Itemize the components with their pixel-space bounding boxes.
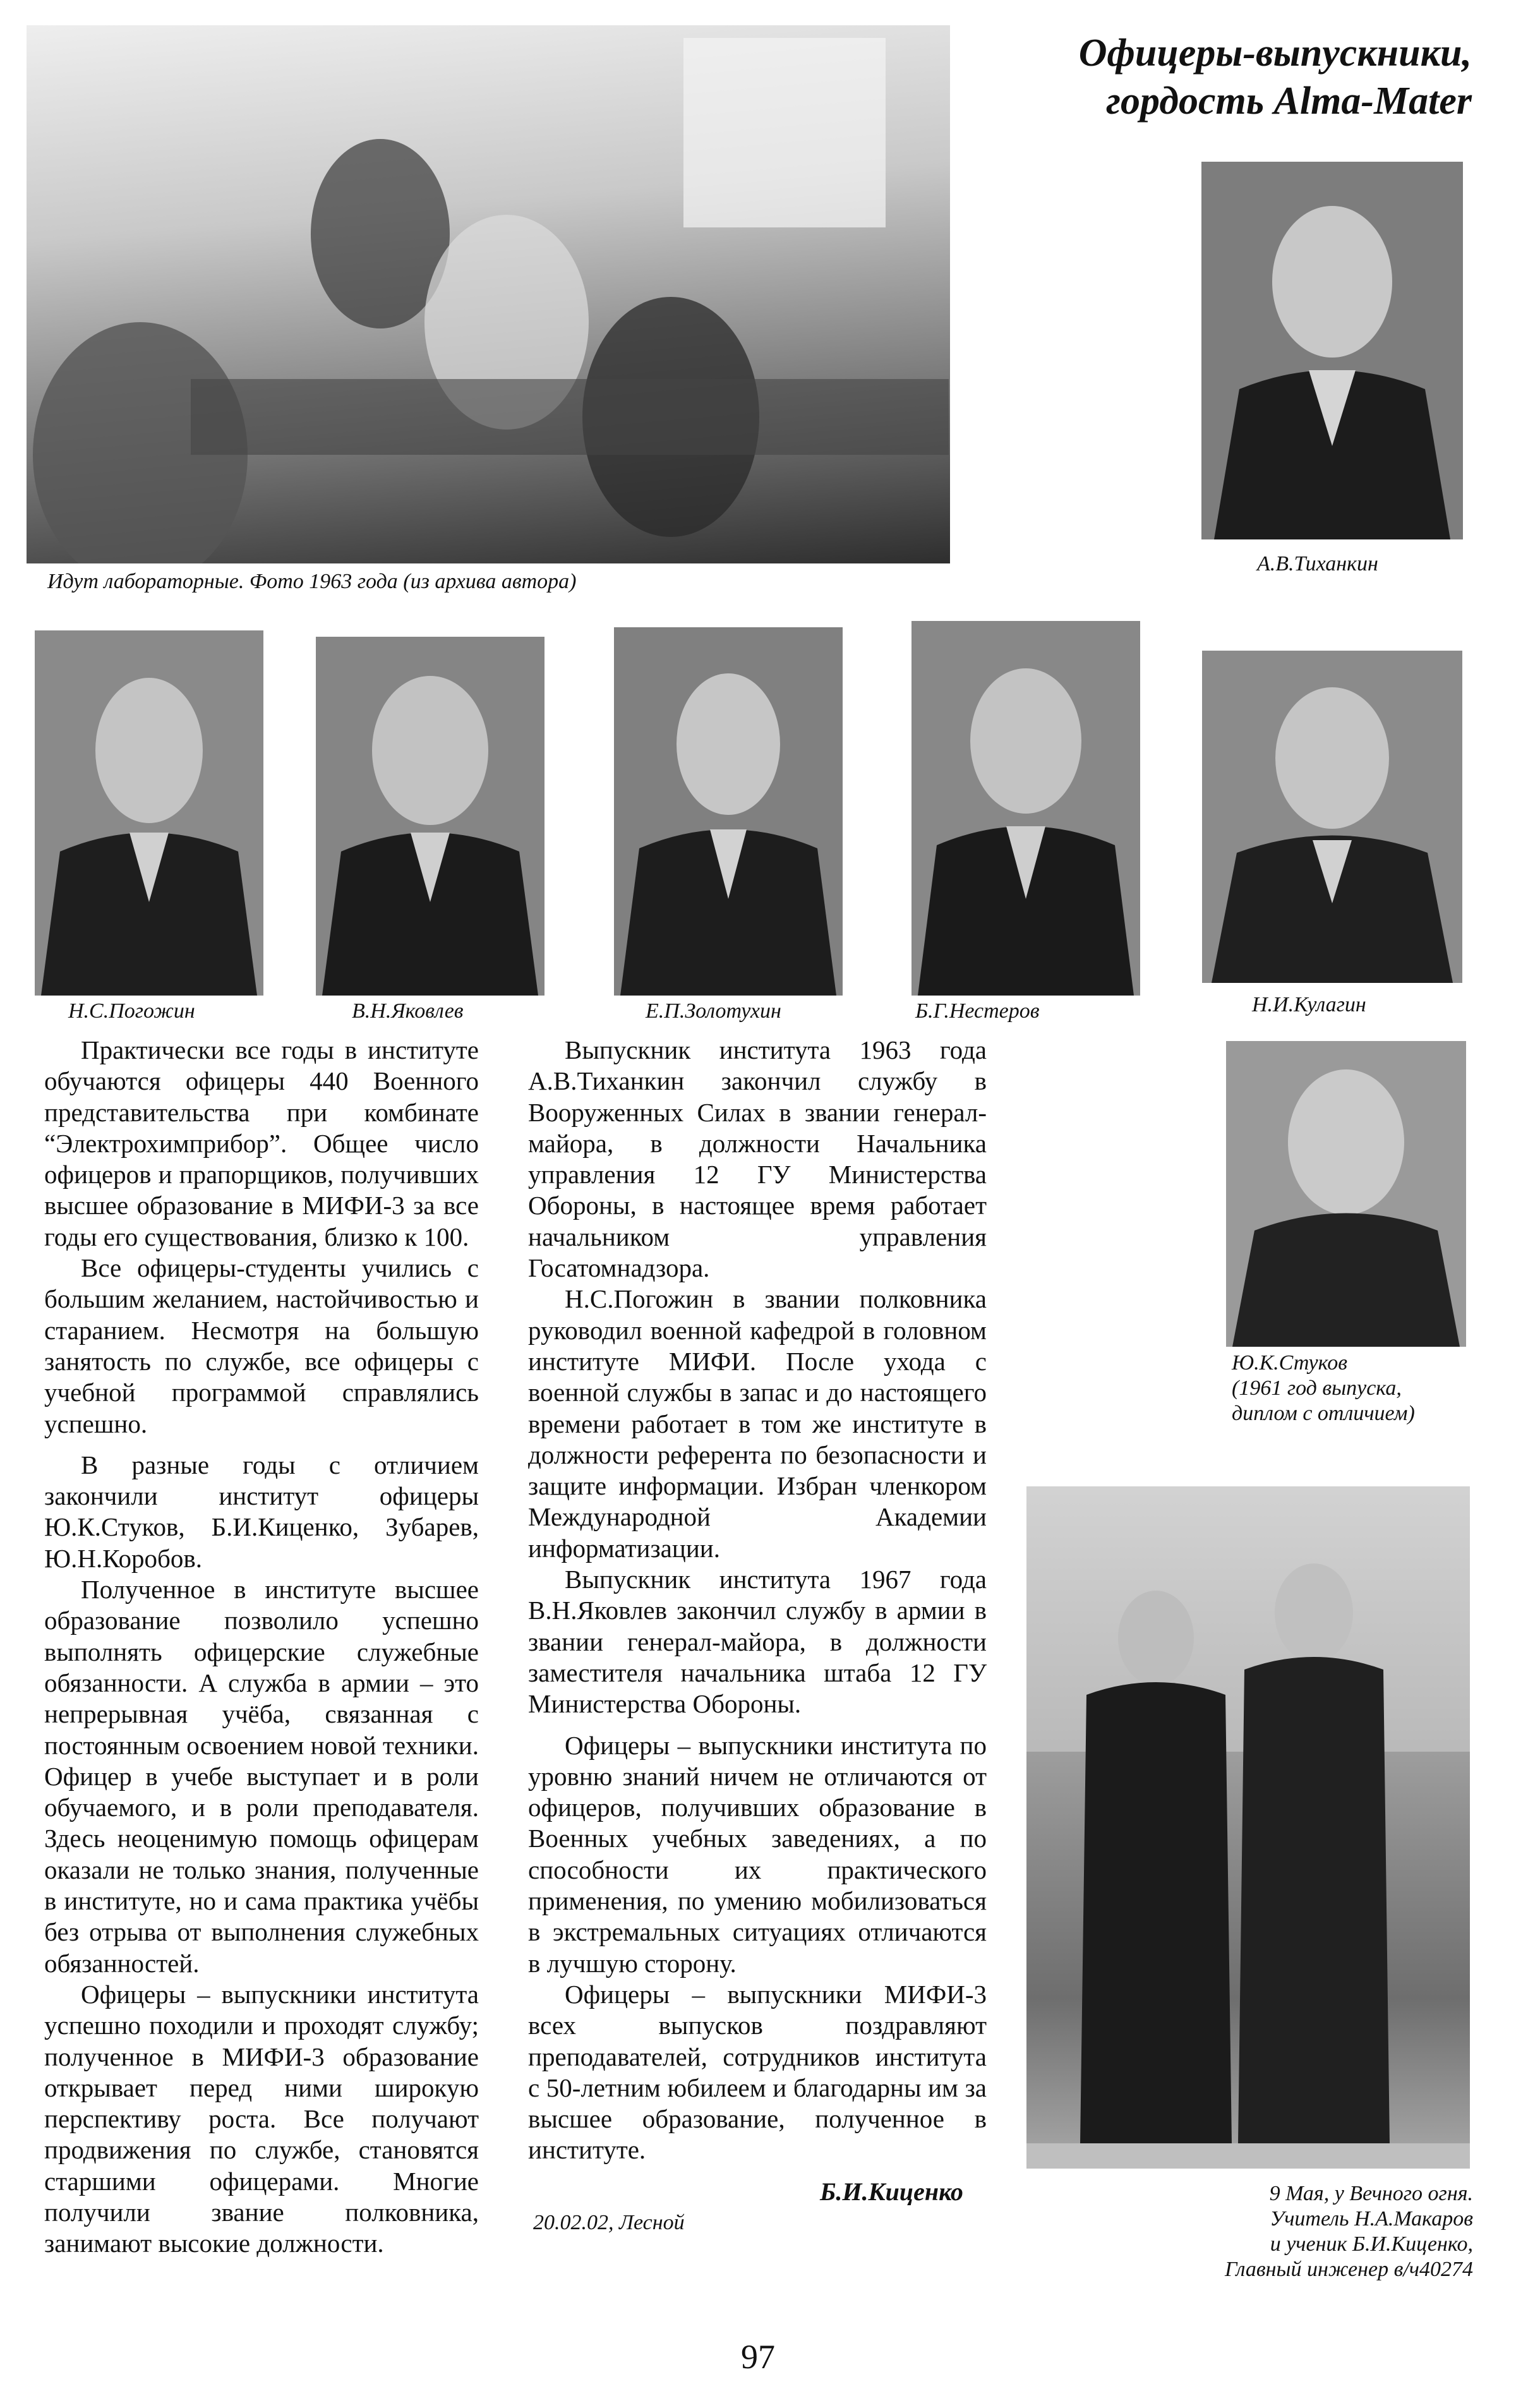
col2-paragraph-3: Выпускник института 1967 года В.Н.Яковлев закончил службу в армии в звании генерал-майора, в должности заместителя начальника штаба 12 ГУ Министерства Обороны. (528, 1565, 987, 1719)
title-line-1: Офицеры-выпускники, (1078, 32, 1472, 75)
col1-paragraph-2: Все офицеры-студенты учились с большим желанием, настойчивостью и старанием. Несмотря на большую занятость по службе, все офицеры с учебной программой справлялись успешно. (44, 1253, 479, 1438)
yakovlev-caption: В.Н.Яковлев (352, 999, 464, 1023)
col1-paragraph-1: Практически все годы в институте обучаются офицеры 440 Военного представительства при комбинате “Электрохимприбор”. Общее число офицеров и прапорщиков, получивших высшее образование в МИФИ-3 за все годы его существования, близко к 100. (44, 1035, 479, 1251)
stukov-caption-line-3: диплом с отличием) (1232, 1402, 1415, 1425)
tikhankin-photo (1201, 162, 1463, 539)
col1-paragraph-3: В разные годы с отличием закончили институт офицеры Ю.К.Стуков, Б.И.Киценко, Зубарев, Ю.Н.Коробов. (44, 1450, 479, 1573)
stukov-caption-line-1: Ю.К.Стуков (1232, 1351, 1347, 1375)
lab-photo (27, 25, 950, 563)
kulagin-caption: Н.И.Кулагин (1252, 993, 1366, 1016)
nesterov-photo (911, 621, 1140, 996)
pogozhin-photo (35, 630, 263, 996)
may9-photo (1026, 1486, 1470, 2169)
page-number: 97 (741, 2338, 775, 2376)
stukov-caption-line-2: (1961 год выпуска, (1232, 1376, 1402, 1400)
col1-paragraph-4: Полученное в институте высшее образование позволило успешно выполнять офицерские служебные обязанности. А служба в армии – это непрерывная учёба, связанная с постоянным освоением новой техники. Офицер в учебе выступает и в роли обучаемого, и в роли преподавателя. Здесь неоценимую помощь офицерам оказали не только знания, полученные в институте, но и сама практика учёбы без отрыва от выполнения служебных обязанностей. (44, 1575, 479, 1978)
may9-caption (1225, 2181, 1473, 2282)
article-column-1 (44, 1035, 479, 2260)
zolotukhin-photo (614, 627, 843, 996)
pogozhin-caption: Н.С.Погожин (68, 999, 195, 1023)
title-line-2: гордость Alma-Mater (1106, 80, 1472, 123)
article-title (1079, 29, 1472, 125)
kulagin-photo (1202, 651, 1462, 983)
stukov-photo (1226, 1041, 1466, 1347)
col2-paragraph-1: Выпускник института 1963 года А.В.Тиханкин закончил службу в Вооруженных Силах в звании генерал-майора, в должности Начальника управления 12 ГУ Министерства Обороны, в настоящее время работает начальником управления Госатомнадзора. (528, 1035, 987, 1283)
place-date: 20.02.02, Лесной (533, 2211, 685, 2234)
lab-photo-caption: Идут лабораторные. Фото 1963 года (из архива автора) (47, 570, 577, 593)
may9-caption-line-4: Главный инженер в/ч40274 (1225, 2258, 1473, 2281)
may9-caption-line-1: 9 Мая, у Вечного огня. (1269, 2182, 1473, 2205)
may9-caption-line-3: и ученик Б.И.Киценко, (1270, 2232, 1473, 2256)
may9-caption-line-2: Учитель Н.А.Макаров (1270, 2207, 1473, 2230)
col1-paragraph-5: Офицеры – выпускники института успешно походили и проходят службу; полученное в МИФИ-3 образование открывает перед ними широкую перспективу роста. Все получают продвижения по службе, становятся старшими офицерами. Многие получили звание полковника, занимают высокие должности. (44, 1979, 479, 2258)
stukov-caption (1232, 1351, 1415, 1426)
tikhankin-caption: А.В.Тиханкин (1257, 552, 1378, 575)
nesterov-caption: Б.Г.Нестеров (915, 999, 1040, 1023)
col2-paragraph-2: Н.С.Погожин в звании полковника руководил военной кафедрой в головном институте МИФИ. После ухода с военной службы в запас и до настоящего времени работает в том же институте в должности референта по безопасности и защите информации. Избран членкором Международной Академии информатизации. (528, 1284, 987, 1563)
zolotukhin-caption: Е.П.Золотухин (646, 999, 781, 1023)
yakovlev-photo (316, 637, 544, 996)
col2-paragraph-5: Офицеры – выпускники МИФИ-3 всех выпусков поздравляют преподавателей, сотрудников института с 50-летним юбилеем и благодарны им за высшее образование, полученное в институте. (528, 1979, 987, 2165)
author-signature: Б.И.Киценко (820, 2177, 963, 2206)
col2-paragraph-4: Офицеры – выпускники института по уровню знаний ничем не отличаются от офицеров, получивших образование в Военных учебных заведениях, а по способности их практического применения, по умению мобилизоваться в экстремальных ситуациях отличаются в лучшую сторону. (528, 1730, 987, 1978)
article-column-2 (528, 1035, 987, 2166)
